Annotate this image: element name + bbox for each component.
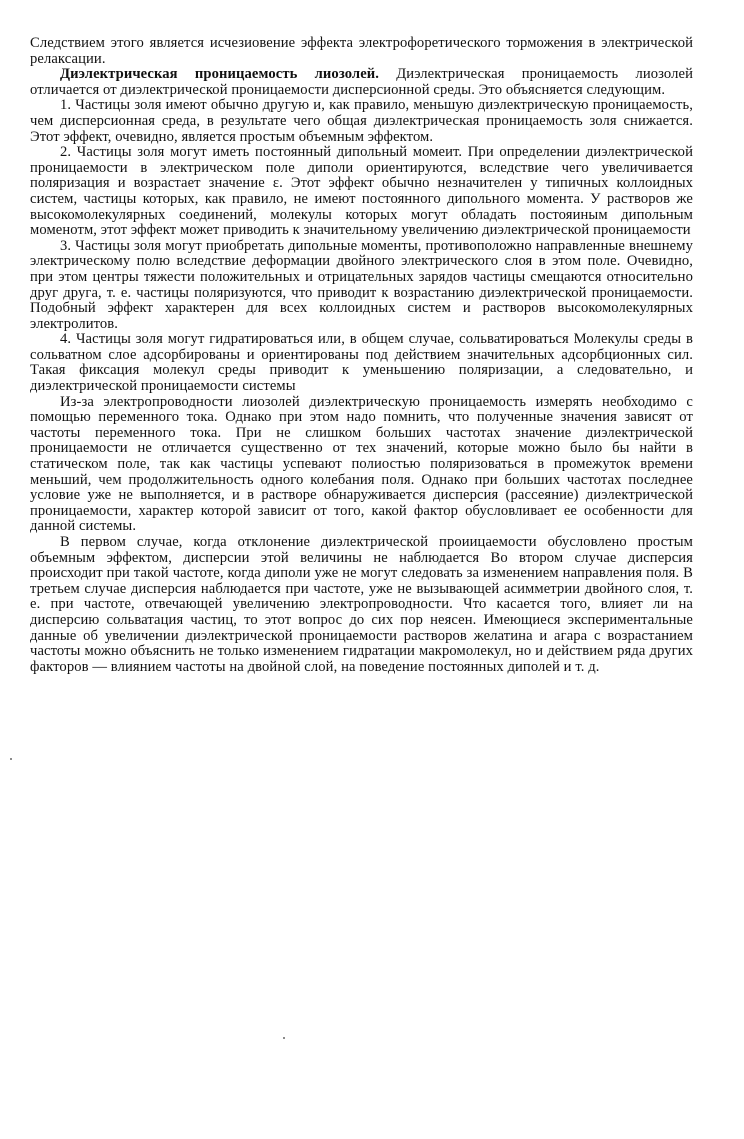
paragraph-dispersion-cases: В первом случае, когда отклонение диэлектрической проиицаемости обусловлено простым объемным эффектом, дисперсии этой величины не наблюдается Во втором случае дисперсия происходит при такой частоте, когда диполи уже не могут следовать за изменением направления поля. В третьем случае дисперсия наблюдается при частоте, уже не вызывающей асимметрии двойного слоя, т. е. при частоте, отвечающей увеличению электропроводности. Что касается того, влияет ли на дисперсию сольватация частиц, то этот вопрос до сих пор неясен. Имеющиеся экспериментальные данные об увеличении диэлектрической проницаемости растворов желатина и агара с возрастанием частоты можно объяснить не только изменением гидратации макромолекул, но и действием ряда других факторов — влиянием частоты на двойной слой, на поведение постоянных диполей и т. д. bbox=[30, 534, 693, 675]
paragraph-text: Диэлектрическая проницаемость лиозолей отличается от диэлектрической проницаемости дисперсионной среды. Это объясняется следующим. bbox=[30, 66, 693, 98]
run-in-heading: Диэлектрическая проницаемость лиозолей. bbox=[60, 66, 380, 83]
numbered-item-4: 4. Частицы золя могут гидратироваться или, в общем случае, сольватироваться Молекулы среды в сольватном слое адсорбированы и ориентированы под действием значительных адсорбционных сил. Такая фиксация молекул среды приводит к уменьшению поляризации, а следовательно, и диэлектрической проницаемости системы bbox=[30, 331, 693, 395]
paragraph-continuation: Следствием этого является исчезиовение эффекта электрофоретического торможения в электрической релаксации. bbox=[30, 35, 693, 67]
numbered-item-2: 2. Частицы золя могут иметь постоянный дипольный момеит. При определении диэлектрической проницаемости в электрическом поле диполи ориентируются, вследствие чего увеличивается поляризация и возрастает значение ε. Этот эффект обычно незначителен у типичных коллоидных систем, частицы которых, как правило, не имеют постоянного дипольного момента. У растворов же высокомолекулярных соединений, молекулы которых могут обладать постояиным дипольным моменотм, этот эффект может приводить к значительному увеличению диэлектрической проницаемости bbox=[30, 144, 693, 239]
document-body bbox=[30, 36, 693, 675]
paragraph-dielectric-permittivity bbox=[30, 67, 693, 98]
scan-speck bbox=[283, 1037, 285, 1039]
paragraph-measurement: Из-за электропроводности лиозолей диэлектрическую проницаемость измерять необходимо с помощью переменного тока. Однако при этом надо помнить, что полученные значения зависят от частоты переменного тока. При не слишком больших частотах значение диэлектрической проницаемости не отличается существенно от тех значений, которые можно было бы найти в статическом поле, так как частицы успевают полиостью поляризоваться в промежуток времени меньший, чем продолжительность одного колебания поля. Однако при больших частотах последнее условие уже не выполняется, и в растворе обнаруживается дисперсия (рассеяние) диэлектрической проницаемости, характер которой зависит от того, какой фактор обусловливает ее особенности для данной системы. bbox=[30, 393, 693, 535]
numbered-item-3: 3. Частицы золя могут приобретать дипольные моменты, противоположно направленные внешнему электрическому полю вследствие деформации двойного электрического слоя в этом поле. Очевидно, при этом центры тяжести положительных и отрицательных зарядов частицы смещаются относительно друг друга, т. е. частицы поляризуются, что приводит к возрастанию диэлектрической проницаемости. Подобный эффект характерен для всех коллоидных систем и растворов высокомолекулярных электролитов. bbox=[30, 237, 693, 332]
scan-speck bbox=[10, 758, 12, 760]
numbered-item-1: 1. Частицы золя имеют обычно другую и, как правило, меньшую диэлектрическую проницаемость, чем дисперсионная среда, в результате чего общая диэлектрическая проницаемость золя снижается. Этот эффект, очевидно, является простым объемным эффектом. bbox=[30, 97, 693, 145]
